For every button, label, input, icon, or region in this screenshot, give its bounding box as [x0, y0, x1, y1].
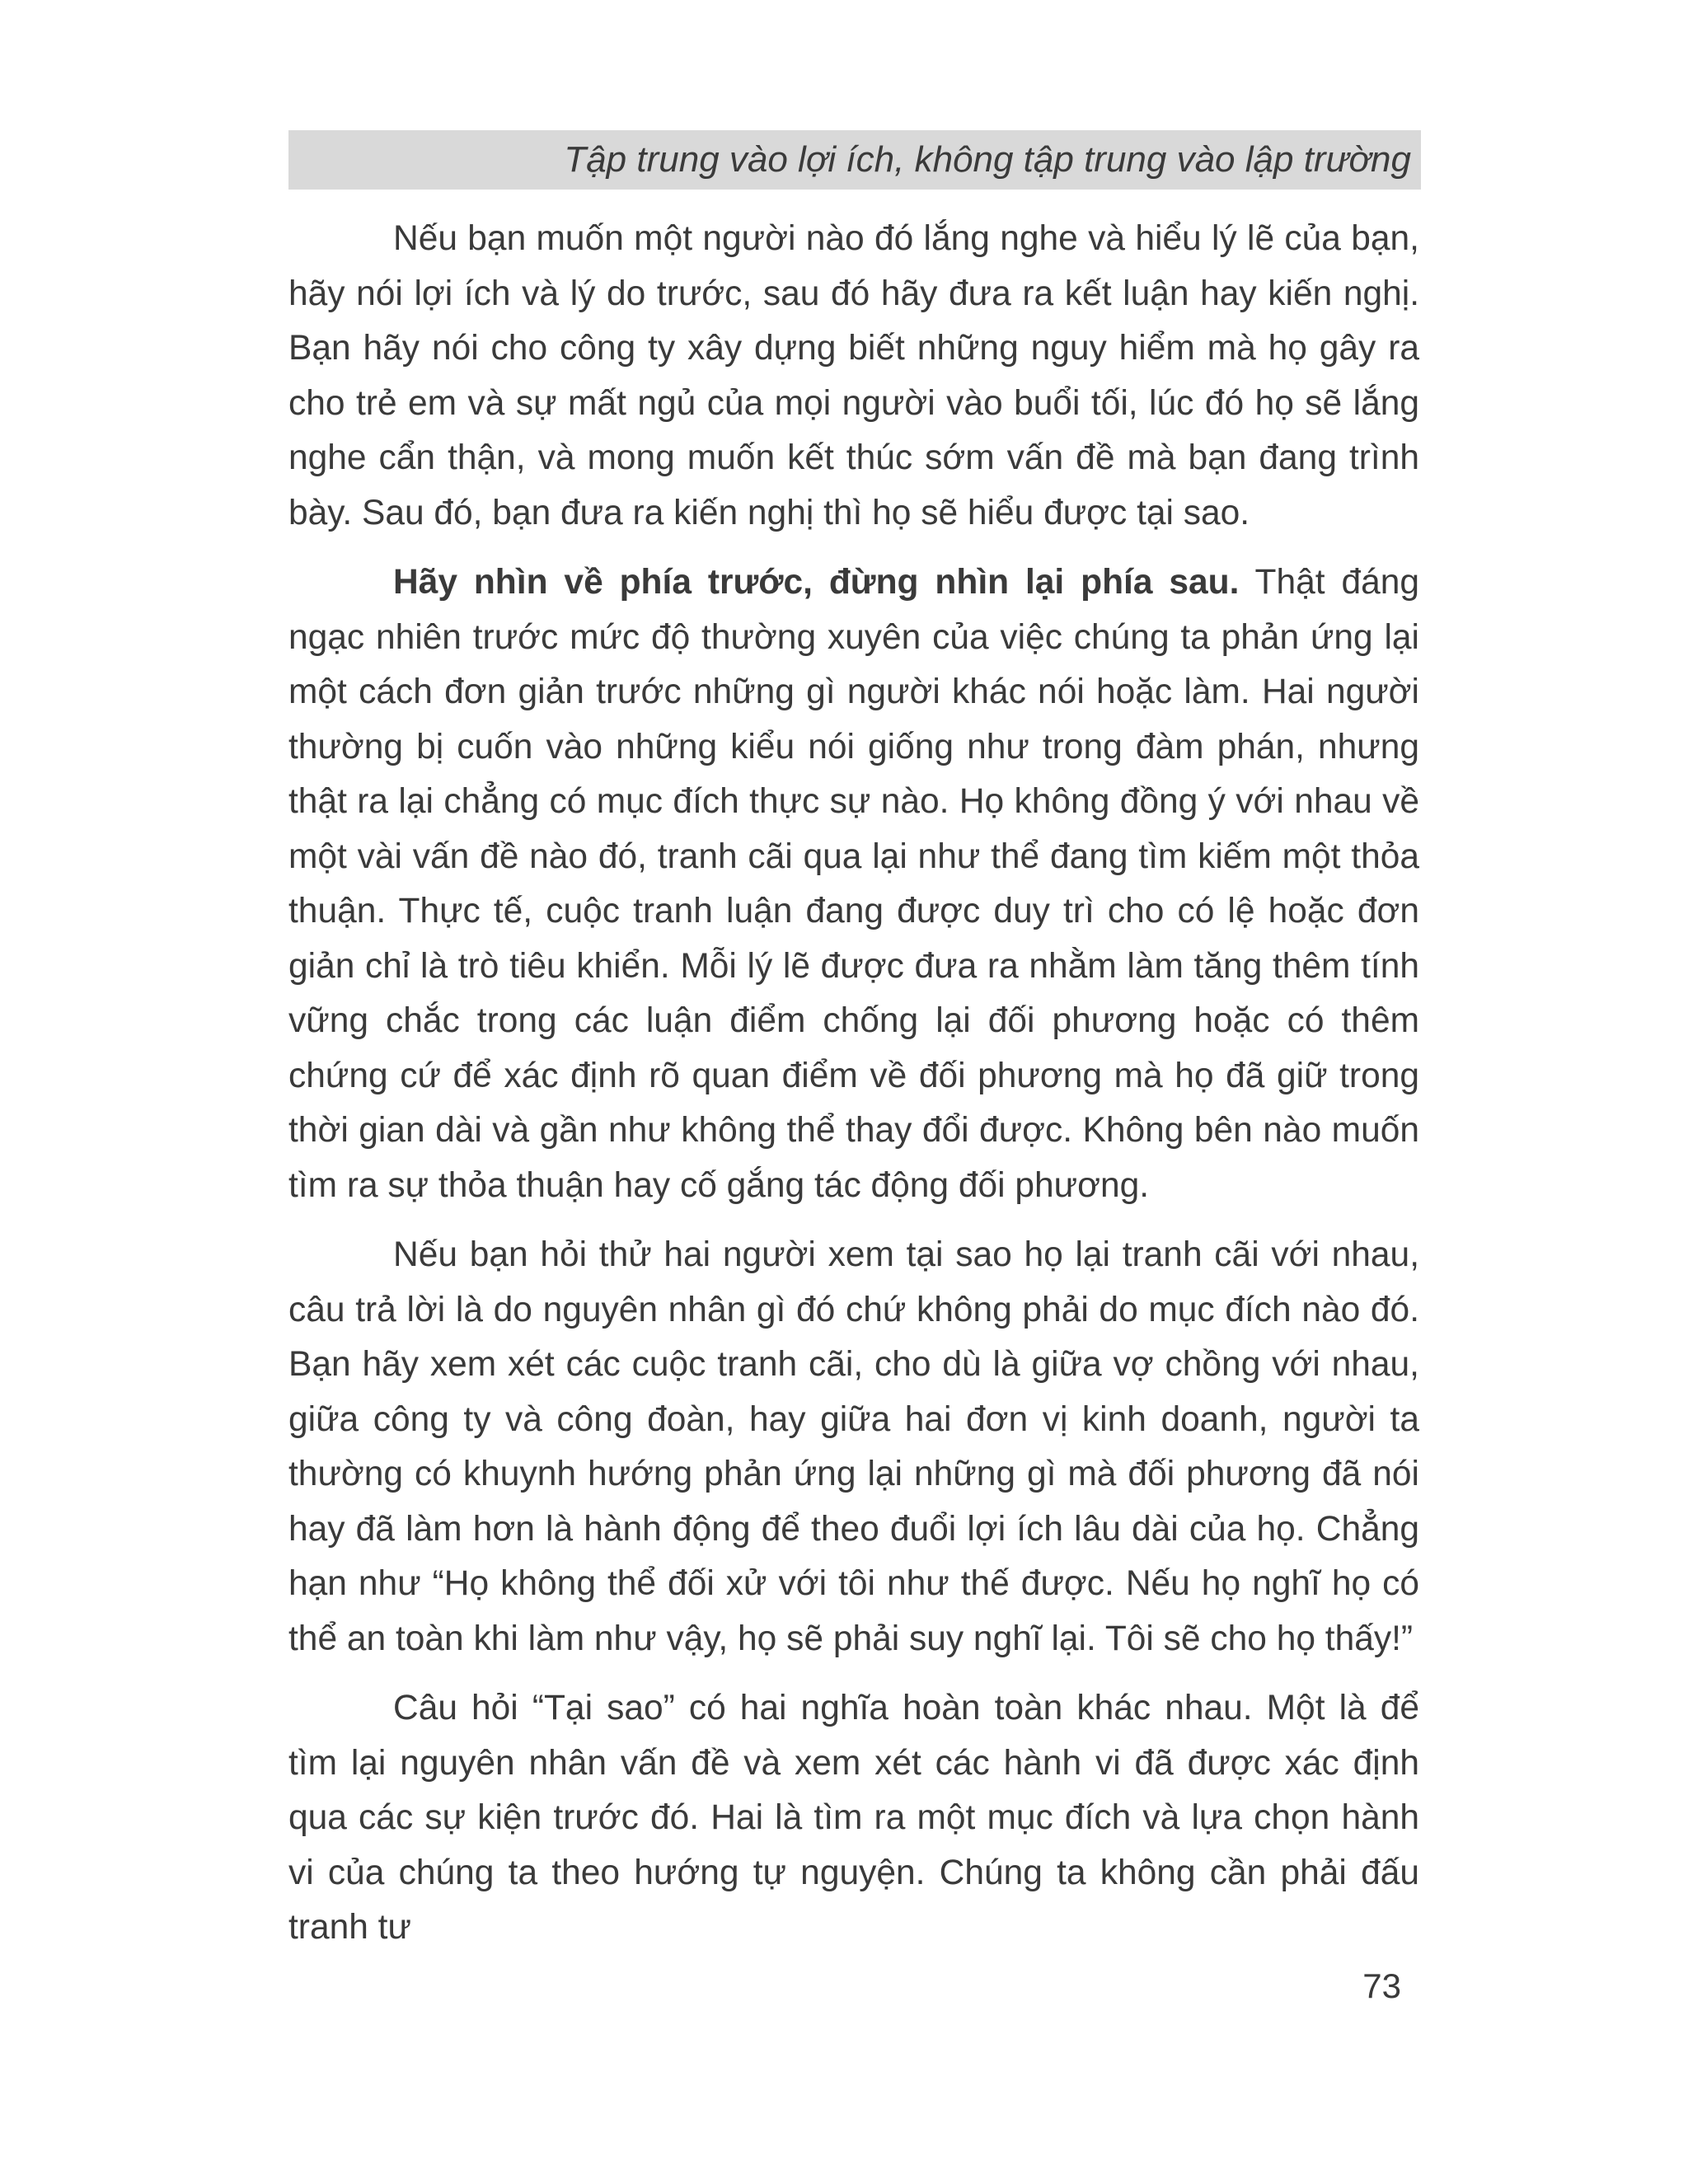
- paragraph-4: [288, 1681, 1419, 1956]
- paragraph-3-text: Nếu bạn hỏi thử hai người xem tại sao họ lại tranh cãi với nhau, câu trả lời là do nguyên nhân gì đó chứ không phải do mục đích nào đó. Bạn hãy xem xét các cuộc tranh cãi, cho dù là giữa vợ chồng với nhau, giữa công ty và công đoàn, hay giữa hai đơn vị kinh doanh, người ta thường có khuynh hướng phản ứng lại những gì mà đối phương đã nói hay đã làm hơn là hành động để theo đuổi lợi ích lâu dài của họ. Chẳng hạn như “Họ không thể đối xử với tôi như thế được. Nếu họ nghĩ họ có thể an toàn khi làm như vậy, họ sẽ phải suy nghĩ lại. Tôi sẽ cho họ thấy!”: [288, 1235, 1419, 1658]
- paragraph-2-lead: Hãy nhìn về phía trước, đừng nhìn lại phía sau.: [393, 563, 1240, 602]
- running-header: [288, 130, 1421, 190]
- paragraph-2: [288, 555, 1419, 1213]
- page-number: 73: [1362, 1966, 1401, 2005]
- paragraph-4-text: Câu hỏi “Tại sao” có hai nghĩa hoàn toàn khác nhau. Một là để tìm lại nguyên nhân vấn đề và xem xét các hành vi đã được xác định qua các sự kiện trước đó. Hai là tìm ra một mục đích và lựa chọn hành vi của chúng ta theo hướng tự nguyện. Chúng ta không cần phải đấu tranh tư: [288, 1689, 1419, 1947]
- paragraph-3: [288, 1228, 1419, 1666]
- paragraph-2-text: Thật đáng ngạc nhiên trước mức độ thường xuyên của việc chúng ta phản ứng lại một cách đơn giản trước những gì người khác nói hoặc làm. Hai người thường bị cuốn vào những kiểu nói giống như trong đàm phán, nhưng thật ra lại chẳng có mục đích thực sự nào. Họ không đồng ý với nhau về một vài vấn đề nào đó, tranh cãi qua lại như thể đang tìm kiếm một thỏa thuận. Thực tế, cuộc tranh luận đang được duy trì cho có lệ hoặc đơn giản chỉ là trò tiêu khiển. Mỗi lý lẽ được đưa ra nhằm làm tăng thêm tính vững chắc trong các luận điểm chống lại đối phương hoặc có thêm chứng cứ để xác định rõ quan điểm về đối phương mà họ đã giữ trong thời gian dài và gần như không thể thay đổi được. Không bên nào muốn tìm ra sự thỏa thuận hay cố gắng tác động đối phương.: [288, 563, 1419, 1205]
- body-text: [288, 212, 1419, 1956]
- paragraph-1-text: Nếu bạn muốn một người nào đó lắng nghe và hiểu lý lẽ của bạn, hãy nói lợi ích và lý do trước, sau đó hãy đưa ra kết luận hay kiến nghị. Bạn hãy nói cho công ty xây dựng biết những nguy hiểm mà họ gây ra cho trẻ em và sự mất ngủ của mọi người vào buổi tối, lúc đó họ sẽ lắng nghe cẩn thận, và mong muốn kết thúc sớm vấn đề mà bạn đang trình bày. Sau đó, bạn đưa ra kiến nghị thì họ sẽ hiểu được tại sao.: [288, 219, 1419, 532]
- running-header-title: Tập trung vào lợi ích, không tập trung vào lập trường: [564, 139, 1411, 180]
- paragraph-1: [288, 212, 1419, 541]
